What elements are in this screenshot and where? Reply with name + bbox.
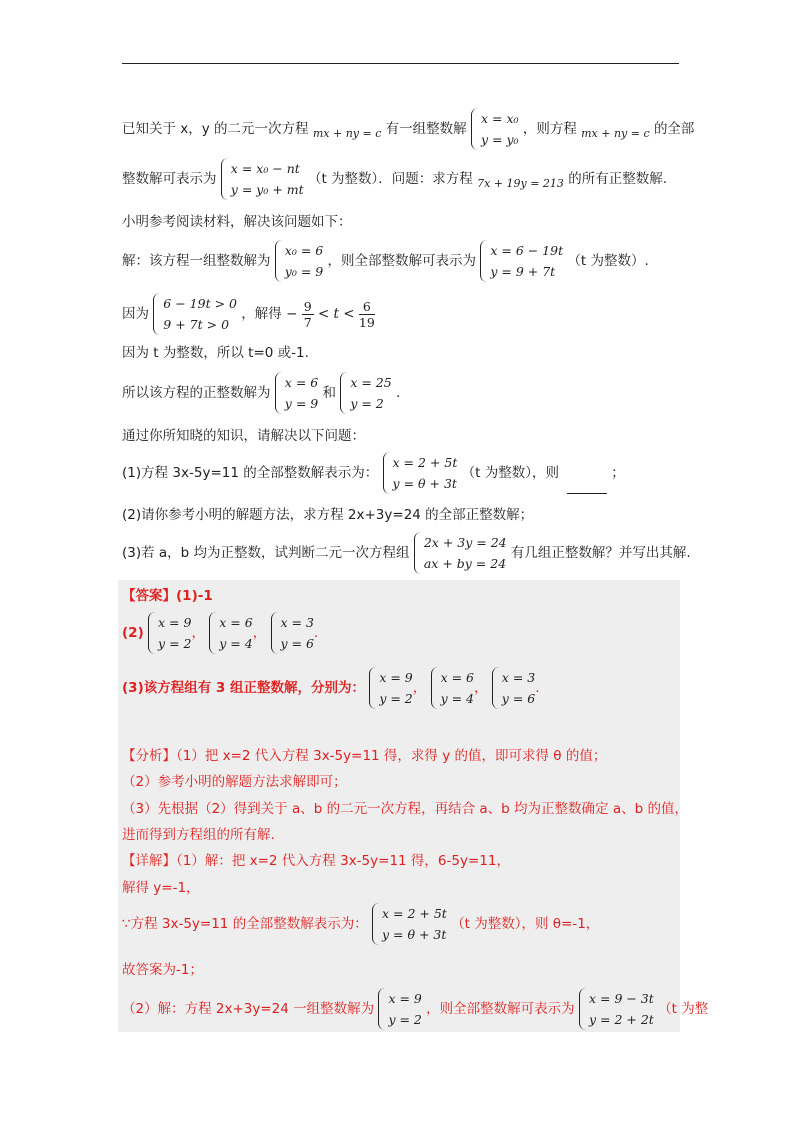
sys-ymt: y = y₀ + mt [230,182,304,197]
general-solution [480,240,563,282]
a3-p2-x: x = 6 [440,670,474,685]
a3-p3-x: x = 3 [501,670,536,685]
detail-q1-system [372,903,447,945]
detail-particular-solution [378,988,421,1030]
detail-d3b: （t 为整数），则 θ=-1， [451,916,600,932]
q1-text-a: (1)方程 3x-5y=11 的全部整数解表示为： [122,465,379,481]
q1-s1: x = 2 + 5t [392,455,458,470]
f2-den: 19 [358,314,375,330]
questions-intro: 通过你所知晓的知识，请解决以下问题： [122,428,365,444]
intro-line-2 [122,158,667,200]
answer-3-label: (3)该方程组有 3 组正整数解，分别为： [122,680,366,696]
answer-3-solution-3 [492,667,535,709]
s7-3: x = 25 [350,375,392,390]
d3-s2: y = θ + 3t [382,927,447,942]
detail-line-2: 解得 y=-1， [122,880,200,896]
detail-d5b: ，则全部整数解可表示为 [426,1001,575,1017]
a2-p1-x: x = 9 [158,615,192,630]
intro-text-2b: （t 为整数）．问题：求方程 [307,171,473,187]
detail-d1: （1）解：把 x=2 代入方程 3x-5y=11 得，6-5y=11， [176,853,510,869]
a2-p1-y: y = 2 [158,636,192,651]
l5-text-c: < t < [317,306,355,322]
a2-end: . [313,625,319,641]
fraction-6-19 [359,299,375,330]
answer-1: (1)-1 [176,588,213,604]
s7-4: y = 2 [350,396,384,411]
l7-text-a: 所以该方程的正整数解为 [122,385,271,401]
d5-s2: y = 2 [388,1012,422,1027]
positive-solution-1 [275,372,318,414]
intro-text-2c: 的所有正整数解. [568,171,668,187]
s7-1: x = 6 [284,375,319,390]
analysis-line-4: 进而得到方程组的所有解. [122,827,275,843]
a3-p1-y: y = 2 [379,691,413,706]
a2-sep-1: ， [191,625,205,641]
positive-solution-2 [340,372,391,414]
header-rule [122,63,679,64]
answer-2-solution-2 [209,612,252,654]
s4-1: x₀ = 6 [284,243,324,258]
q3-system [414,532,507,574]
integer-solution-system [471,108,519,150]
a2-p2-x: x = 6 [219,615,253,630]
d5-s4: y = 2 + 2t [588,1012,654,1027]
sys-xnt: x = x₀ − nt [230,161,300,176]
s4-3: x = 6 − 19t [490,243,564,258]
answer-2-solution-1 [148,612,191,654]
q3-s1: 2x + 3y = 24 [423,535,507,550]
general-equation-2: mx + ny = c [581,127,650,140]
detail-line-3 [122,903,599,945]
a2-p3-x: x = 3 [280,615,314,630]
a2-p2-y: y = 4 [219,636,253,651]
answer-line-3 [122,667,540,709]
detail-line-4: 故答案为-1； [122,962,203,978]
xiaoming-line-7 [122,372,400,414]
analysis-line-3: （3）先根据（2）得到关于 a、b 的二元一次方程，再结合 a、b 均为正整数确定 a、b 的值， [122,801,688,817]
a3-p3-y: y = 6 [501,691,536,706]
s5-1: 6 − 19t > 0 [163,296,237,311]
xiaoming-line-4 [122,240,649,282]
particular-solution [275,240,323,282]
l5-text-b: ，解得 − [241,306,298,322]
s4-2: y₀ = 9 [284,264,324,279]
l4-text-a: 解：该方程一组整数解为 [122,253,271,269]
q3-text-a: (3)若 a，b 均为正整数，试判断二元一次方程组 [122,545,410,561]
s7-2: y = 9 [284,396,319,411]
detail-line-5 [122,988,708,1030]
answer-2-label: (2) [122,625,144,641]
d5-s3: x = 9 − 3t [588,991,654,1006]
intro-text-1d: 的全部 [653,121,695,137]
question-2: (2)请你参考小明的解题方法，求方程 2x+3y=24 的全部正整数解； [122,507,534,523]
q3-text-b: 有几组正整数解？并写出其解. [510,545,691,561]
detail-line-1 [122,851,510,871]
answer-blank[interactable] [567,493,607,494]
detail-general-solution [579,988,654,1030]
f1-den: 7 [303,314,312,330]
fraction-9-7 [302,299,314,330]
q1-system [383,452,458,494]
l7-text-b: 和 [322,385,337,401]
xiaoming-line-5 [122,293,375,335]
q1-text-c: ； [611,465,625,481]
analysis-p1: （1）把 x=2 代入方程 3x-5y=11 得，求得 y 的值，即可求得 θ 的值； [176,748,607,764]
detail-d5a: （2）解：方程 2x+3y=24 一组整数解为 [122,1001,375,1017]
q3-s2: ax + by = 24 [423,556,507,571]
xiaoming-line-3: 小明参考阅读材料，解决该问题如下： [122,214,352,230]
q1-text-b: （t 为整数），则 [461,465,559,481]
analysis-line-2: （2）参考小明的解题方法求解即可； [122,774,347,790]
sys-y0: y = y₀ [480,132,519,147]
sys-x0: x = x₀ [480,111,519,126]
answer-line-1 [122,586,213,606]
answer-line-2 [122,612,318,654]
a3-end: . [535,680,540,696]
a3-p2-y: y = 4 [440,691,474,706]
l7-text-c: . [396,385,401,401]
detail-d5c: （t 为整 [658,1001,709,1017]
q1-s2: y = θ + 3t [392,476,457,491]
general-solution-system [221,158,304,200]
intro-text-2a: 整数解可表示为 [122,171,217,187]
intro-line-1 [122,108,694,150]
a3-sep-1: ， [412,680,427,696]
l5-text-a: 因为 [122,306,149,322]
detail-d3a: ∵方程 3x-5y=11 的全部整数解表示为： [122,916,368,932]
xiaoming-line-6: 因为 t 为整数，所以 t=0 或-1. [122,345,309,361]
detail-tag: 【详解】 [122,853,176,869]
s5-2: 9 + 7t > 0 [163,317,230,332]
analysis-tag: 【分析】 [122,748,176,764]
answer-3-solution-2 [431,667,474,709]
a3-p1-x: x = 9 [379,670,413,685]
analysis-line-1 [122,746,606,766]
answer-3-solution-1 [369,667,412,709]
l4-text-c: （t 为整数）. [567,253,649,269]
d5-s1: x = 9 [388,991,422,1006]
l4-text-b: ，则全部整数解可表示为 [327,253,477,269]
intro-text-1a: 已知关于 x，y 的二元一次方程 [122,121,309,137]
d3-s1: x = 2 + 5t [382,906,447,921]
s4-4: y = 9 + 7t [490,264,556,279]
intro-text-1c: ，则方程 [522,121,577,137]
problem-equation: 7x + 19y = 213 [477,177,564,190]
f2-num: 6 [359,299,375,315]
question-3 [122,532,691,574]
inequality-system [153,293,237,335]
general-equation: mx + ny = c [312,127,382,140]
a2-sep-2: ， [252,625,267,641]
a3-sep-2: ， [474,680,488,696]
question-1 [122,452,625,494]
a2-p3-y: y = 6 [280,636,314,651]
answer-tag: 【答案】 [122,588,176,604]
answer-2-solution-3 [271,612,314,654]
f1-num: 9 [303,298,312,314]
intro-text-1b: 有一组整数解 [385,121,467,137]
